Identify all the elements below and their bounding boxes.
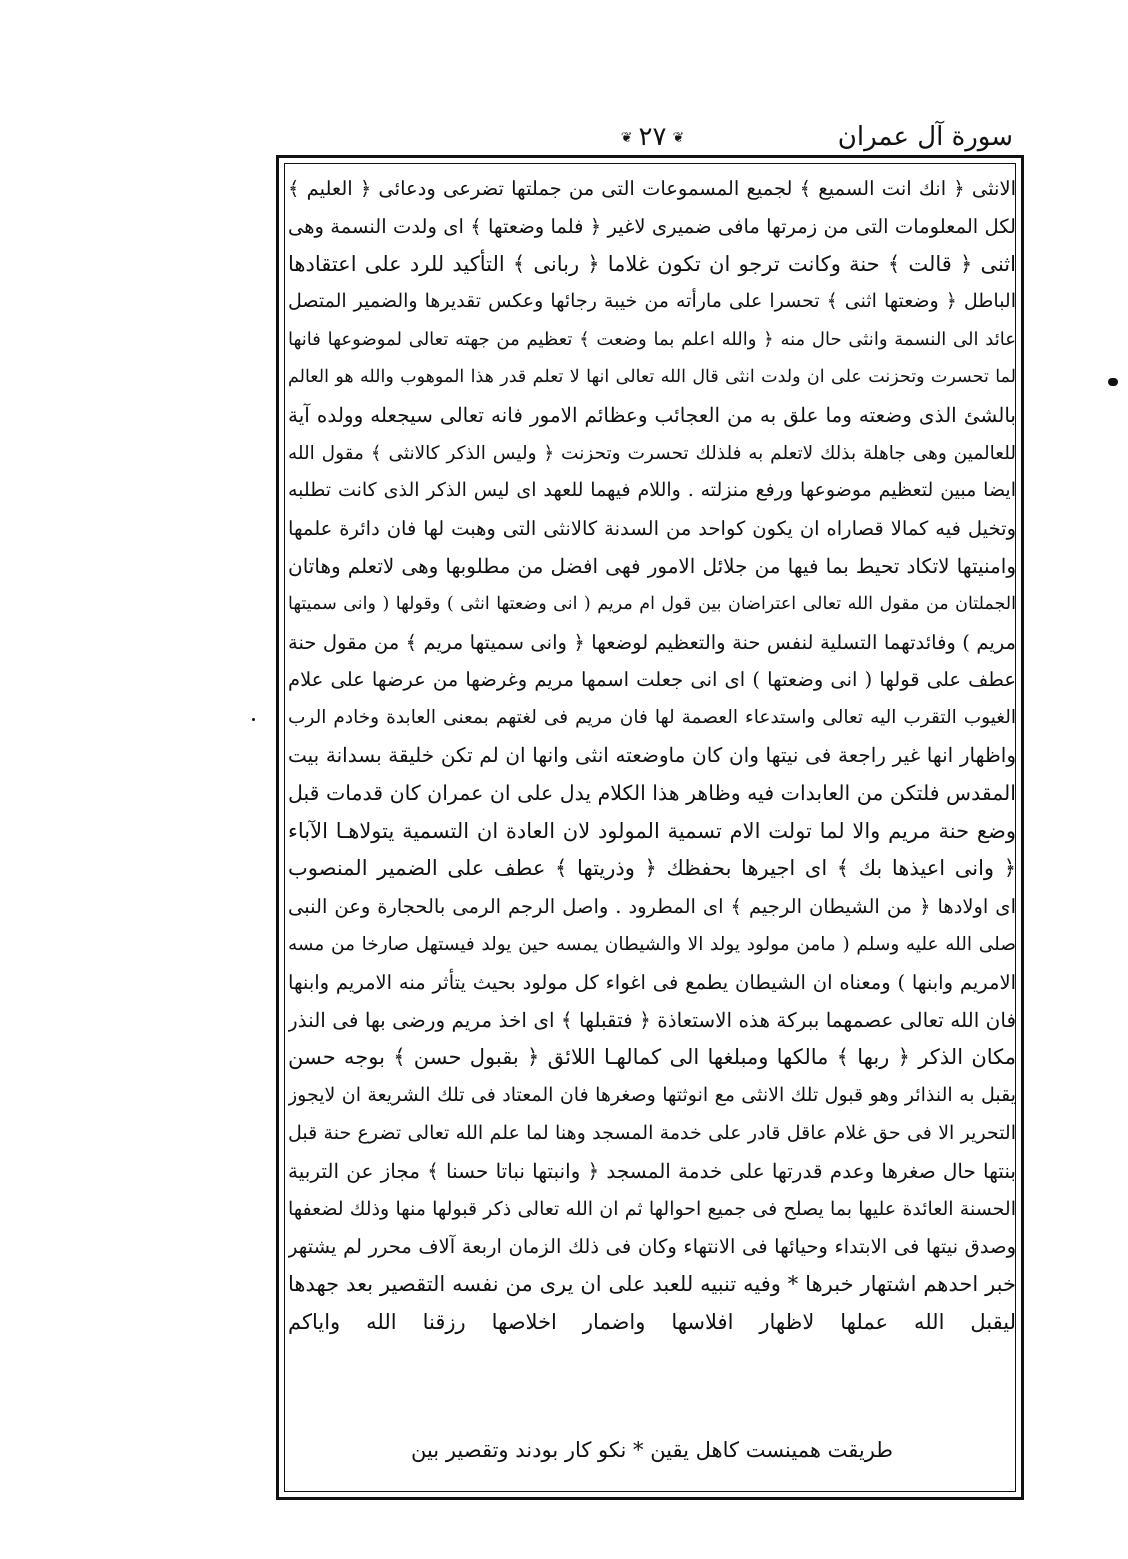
text-line: عائد الى النسمة وانثى حال منه ﴿ والله اعلم بما وضعت ﴾ تعظيم من جهته تعالى لموضوعها فانها (288, 329, 1016, 351)
text-line: وامنيتها لاتكاد تحيط بما فيها من جلائل الامور فهى افضل من مطلوبها وهى لاتعلم وهاتان (288, 553, 1016, 578)
ornament-icon: ❦ (620, 129, 633, 146)
text-line: الامريم وابنها ) ومعناه ان الشيطان يطمع فى اغواء كل مولود بحيث يتأثر منه الامريم وابنها (288, 970, 1016, 994)
text-line: صلى الله عليه وسلم ( مامن مولود يولد الا والشيطان يمسه حين يولد فيستهل صارخا من مسه (288, 933, 1016, 955)
text-line: اثنى ﴿ قالت ﴾ حنة وكانت ترجو ان تكون غلاما ﴿ ربانى ﴾ التأكيد للرد على اعتقادها (288, 251, 1016, 276)
text-line: الانثى ﴿ انك انت السميع ﴾ لجميع المسموعات التى من جملتها تضرعى ودعائى ﴿ العليم ﴾ (288, 177, 1016, 200)
closing-verse: طريقت همينست كاهل يقين * نكو كار بودند وتقصير بين (410, 1438, 894, 1462)
text-line: الباطل ﴿ وضعتها اثنى ﴾ تحسرا على مارأته من خيبة رجائها وعكس تقديرها والضمير المتصل (288, 290, 1016, 313)
text-line: ليقبل الله عملها لاظهار افلاسها واضمار اخلاصها رزقنا الله واياكم (288, 1309, 1016, 1334)
text-line: لما تحسرت وتحزنت على ان ولدت انثى قال الله تعالى انها لا تعلم قدر هذا الموهوب والله هو العالم (288, 366, 1016, 387)
text-line: فان الله تعالى عصمهما ببركة هذه الاستعاذة ﴿ فتقبلها ﴾ اى اخذ مريم ورضى بها فى النذر (288, 1007, 1016, 1032)
margin-mark (1108, 378, 1118, 386)
text-line: ﴿ وانى اعيذها بك ﴾ اى اجيرها بحفظك ﴿ وذريتها ﴾ عطف على الضمير المنصوب (288, 856, 1016, 881)
text-line: المقدس فلتكن من العابدات فيه وظاهر هذا الكلام يدل على ان عمران كان قدمات قبل (288, 780, 1016, 805)
text-line: واظهار انها غير راجعة فى نيتها وان كان ماوضعته انثى وانها ان لم تكن خليقة بسدانة بيت (288, 742, 1016, 767)
page-number-value: ٢٧ (638, 122, 667, 152)
text-line: يقبل به النذائر وهو قبول تلك الانثى مع انوثتها وصغرها فان المعتاد فى تلك الشريعة ان لايجوز (288, 1084, 1016, 1107)
text-line: الغيوب التقرب اليه تعالى واستدعاء العصمة لها فان مريم فى لغتهم بمعنى العابدة وخادم الرب (288, 707, 1016, 729)
text-line: عطف على قولها ( انى وضعتها ) اى انى جعلت اسمها مريم وغرضها من عرضها على علام (288, 668, 1016, 692)
text-line: اى اولادها ﴿ من الشيطان الرجيم ﴾ اى المطرود . واصل الرجم الرمى بالحجارة وعن النبى (288, 895, 1016, 919)
text-line: خبر احدهم اشتهار خبرها * وفيه تنبيه للعبد على ان يرى من نفسه التقصير بعد جهدها (288, 1272, 1016, 1297)
text-line: لكل المعلومات التى من زمرتها مافى ضميرى لاغير ﴿ فلما وضعتها ﴾ اى ولدت النسمة وهى (288, 214, 1016, 238)
text-line: الحسنة العائدة عليها بما يصلح فى جميع احوالها ثم ان الله تعالى ذكر قبولها منها وذلك لضعفها (288, 1197, 1016, 1220)
text-line: بالشئ الذى وضعته وما علق به من العجائب وعظائم الامور فانه تعالى سيجعله وولده آية (288, 402, 1016, 427)
text-line: وضع حنة مريم والا لما تولت الام تسمية المولود لان العادة ان التسمية يتولاهـا الآباء (288, 818, 1016, 843)
margin-dot (252, 718, 255, 721)
page-number (615, 122, 690, 152)
tafsir-text-block (288, 170, 1016, 1342)
text-line: مكان الذكر ﴿ ربها ﴾ مالكها ومبلغها الى كمالهـا اللائق ﴿ بقبول حسن ﴾ بوجه حسن (288, 1045, 1016, 1070)
text-line: بنتها حال صغرها وعدم قدرتها على خدمة المسجد ﴿ وانبتها نباتا حسنا ﴾ مجاز عن التربية (288, 1158, 1016, 1183)
text-line: الجملتان من مقول الله تعالى اعتراضان بين قول ام مريم ( انى وضعتها انثى ) وقولها ( وانى سميتها (288, 593, 1016, 614)
text-line: مريم ) وفائدتهما التسلية لنفس حنة والتعظيم لوضعها ﴿ وانى سميتها مريم ﴾ من مقول حنة (288, 630, 1016, 654)
text-line: وصدق نيتها فى الابتداء وحيائها فى الانتهاء وكان فى ذلك الزمان اربعة آلاف محرر لم يشتهر (288, 1235, 1016, 1259)
surah-title: سورة آل عمران (837, 122, 1013, 152)
text-line: ايضا مبين لتعظيم موضوعها ورفع منزلته . واللام فيهما للعهد اى ليس الذكر الذى كانت تطلبه (288, 479, 1016, 502)
page-header (280, 118, 1025, 158)
ornament-icon: ❦ (672, 129, 685, 146)
text-line: للعالمين وهى جاهلة بذلك لاتعلم به فلذلك تحسرت وتحزنت ﴿ وليس الذكر كالانثى ﴾ مقول الله (288, 442, 1016, 464)
text-line: التحرير الا فى حق غلام عاقل قادر على خدمة المسجد وهنا لما علم الله تعالى تضرع حنة قبل (288, 1121, 1016, 1144)
text-line: وتخيل فيه كمالا قصاراه ان يكون كواحد من السدنة كالانثى التى وهبت لها فان دائرة علمها (288, 517, 1016, 541)
